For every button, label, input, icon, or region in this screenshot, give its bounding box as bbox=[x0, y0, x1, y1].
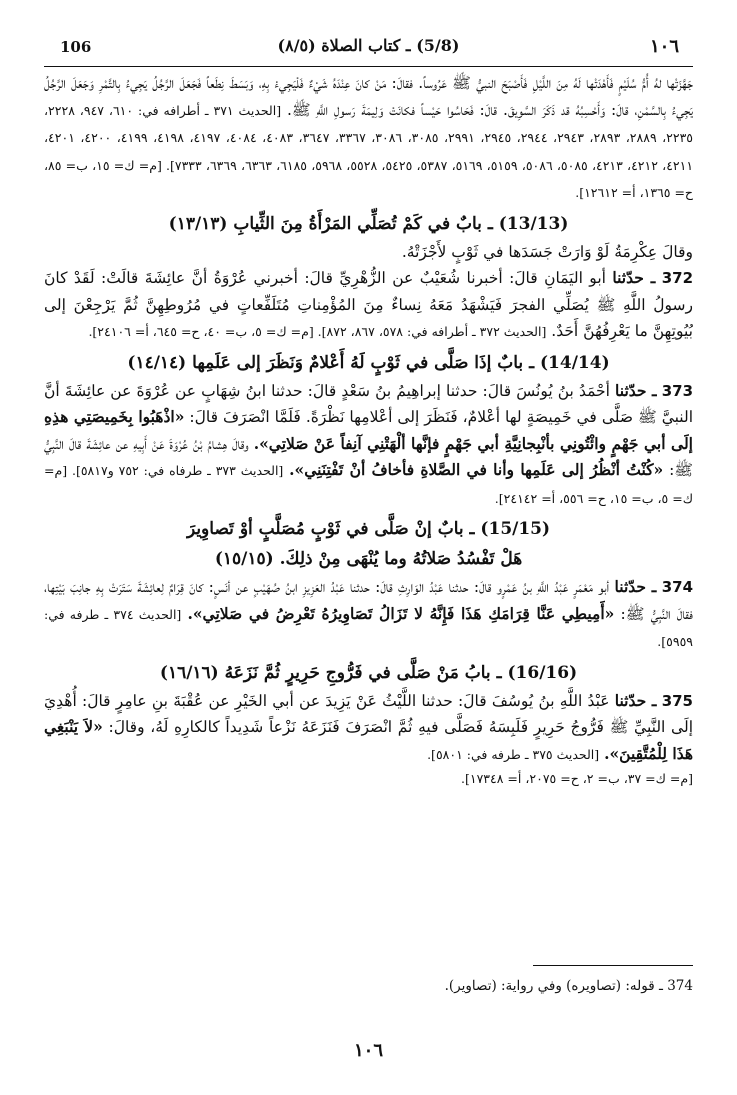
hadith-text-2: وقالَ هِشامُ بْنُ عُرْوَةَ عَنْ أَبِيهِ عن عائِشَةَ قالَ النَّبِيُّ ﷺ: bbox=[44, 434, 693, 479]
hadith-text: أحْمَدُ بنُ يُونُسَ قالَ: حدثنا إبراهِيمُ بنُ سَعْدٍ قالَ: حدثنا ابنُ شِهَابٍ عن عُرْوَةَ عن عائِشَةَ أنَّ النبيَّ ﷺ صَلَّى في خَمِيصَةٍ لها أعْلامٌ، فَنَظَرَ إلى أعْلامِها نَظْرَةً. فَلَمَّا انْصَرَفَ قالَ: bbox=[44, 381, 693, 426]
hadith-373 bbox=[44, 378, 693, 513]
hadith-374 bbox=[44, 574, 693, 656]
hadith-number: 373 bbox=[661, 381, 693, 400]
chapter-heading-15-line2: هَلْ تَفْسُدُ صَلاتُهُ وما يُنْهَى مِنْ ذلِكَ. (١٥/١٥) bbox=[214, 549, 523, 569]
chapter-heading-16: (16/16) ـ بابُ مَنْ صَلَّى في فَرُّوجِ حَرِيرٍ ثُمَّ نَزَعَهُ (١٦/١٦) bbox=[159, 662, 578, 683]
hadith-opening: ـ حدّثنا bbox=[614, 690, 657, 710]
paragraph-ikrimah: وقالَ عِكْرِمَةُ لَوْ وَارَتْ جَسَدَها في ثَوْبٍ لأَجْزَتْهُ. bbox=[401, 242, 693, 261]
reference-note: [الحديث ٣٧٢ ـ أطرافه في: ٥٧٨، ٨٦٧، ٨٧٢]. [م= ك= ٥، ب= ٤٠، ح= ٦٤٥، أ= ٢٤١٠٦]. bbox=[88, 324, 547, 339]
page-header bbox=[44, 28, 693, 64]
reference-note: [الحديث ٣٧٥ ـ طرفه في: ٥٨٠١]. bbox=[427, 746, 600, 762]
hadith-number: 372 bbox=[661, 269, 693, 287]
footnote: 374 ـ قوله: (تصاويره) وفي رواية: (تصاوير). bbox=[444, 978, 693, 994]
hadith-number: 375 bbox=[661, 691, 693, 710]
reference-note: [الحديث ٣٧٤ ـ طرفه في: ٥٩٥٩]. bbox=[44, 606, 693, 649]
hadith-text: أبو مَعْمَرٍ عَبْدُ اللَّهِ بنُ عَمْرٍو قالَ: حدثنا عَبْدُ الوَارِثِ قالَ: حدثنا عَبْدُ العَزِيزِ ابنُ صُهَيْبٍ عن أنَسٍ: كانَ قِرَامٌ لِعائِشَةَ سَتَرَتْ بِهِ جانِبَ بَيْتِها، فقالَ النَّبِيُّ ﷺ: bbox=[44, 578, 693, 623]
chapter-heading-15 bbox=[44, 514, 693, 574]
hadith-opening: ـ حدّثنا bbox=[615, 380, 657, 400]
page-number-arabic: ١٠٦ bbox=[649, 36, 679, 57]
hadith-opening: ـ حدّثنا bbox=[612, 268, 656, 287]
paragraph-text: جَهَّزَتْها لهُ أُمُّ سُلَيْمٍ فَأَهْدَتْها لَهُ مِنَ اللَّيْلِ فَأَصْبَحَ النبيُّ ﷺ عَرُوساً. فقالَ: مَنْ كانَ عِنْدَهُ شَيْءٌ فَلْيَجِيءْ بِهِ، وَبَسَطَ نِطَعاً فَجَعَلَ الرَّجُلُ يَجِيءُ بِالتَّمْرِ وَجَعَلَ الرَّجُلُ يَجِيءُ بِالسَّمْنِ، قالَ: وَأَحْسِبُهُ قد ذَكَرَ السَّوِيقَ. قالَ: فَحَاسُوا حَيْساً فكانَتْ وَلِيمَةَ رَسولِ اللَّهِ ﷺ. bbox=[44, 74, 693, 119]
reference-note: [الحديث ٣٧١ ـ أطرافه في: ٦١٠، ٩٤٧، ٢٢٢٨، ٢٢٣٥، ٢٨٨٩، ٢٨٩٣، ٢٩٤٣، ٢٩٤٤، ٢٩٤٥، ٢٩٩١، ٣٠٨٥، ٣٠٨٦، ٣٣٦٧، ٣٦٤٧، ٤٠٨٣، ٤٠٨٤، ٤١٩٧، ٤١٩٨، ٤١٩٩، ٤٢٠٠، ٤٢٠١، ٤٢١١، ٤٢١٢، ٤٢١٣، ٥٠٨٥، ٥٠٨٦، ٥١٥٩، ٥١٦٩، ٥٣٨٧، ٥٤٢٥، ٥٥٢٨، ٥٩٦٨، ٦١٨٥، ٦٣٦٣، ٦٣٦٩، ٧٣٣٣]. [م= ك= ١٥، ب= ٨٥، ح= ١٣٦٥، أ= ١٢٦١٢]. bbox=[44, 102, 693, 200]
prophetic-quote: «لاَ يَنْبَغِي هَذَا لِلْمُتَّقِينَ». bbox=[44, 717, 693, 763]
hadith-375 bbox=[44, 688, 693, 769]
chapter-heading-14: (14/14) ـ بابٌ إذَا صَلَّى في ثَوْبٍ لَهُ أَعْلامٌ وَنَظَرَ إلى عَلَمِها (١٤/١٤) bbox=[127, 352, 610, 373]
prophetic-quote: «أَمِيطِي عَنَّا قِرَامَكِ هَذَا فَإِنَّهُ لا تَزَالُ تَصَاوِيرُهُ تَعْرِضُ في صَلاتِي». bbox=[187, 603, 615, 623]
footnote-divider bbox=[533, 965, 693, 966]
chapter-heading-15-line1: (15/15) ـ بابٌ إنْ صَلَّى في ثَوْبٍ مُصَلَّبٍ أوْ تَصاوِيرَ bbox=[186, 519, 551, 539]
chapter-heading-13: (13/13) ـ بابٌ في كَمْ تُصَلِّي المَرْأَةُ مِنَ الثِّيابِ (١٣/١٣) bbox=[168, 213, 569, 234]
main-text bbox=[44, 70, 693, 940]
header-divider bbox=[44, 66, 693, 67]
paragraph-continuation bbox=[44, 70, 693, 207]
page-number-latin: 106 bbox=[60, 38, 92, 56]
hadith-text: أبو اليَمَانِ قالَ: أخبرنا شُعَيْبٌ عن الزُّهْرِيِّ قالَ: أخبرني عُرْوَةُ أنَّ عائِشَةَ قالَتْ: لَقَدْ كانَ رسولُ اللَّهِ ﷺ يُصَلِّي الفجرَ فَيَشْهَدُ مَعَهُ نِساءٌ مِنَ المُؤْمِناتِ مُتَلَفِّعاتٍ في مُرُوطِهِنَّ ثُمَّ يَرْجِعْنَ إلى بُيُوتِهِنَّ ما يَعْرِفُهُنَّ أَحَدٌ. bbox=[44, 269, 693, 340]
hadith-number: 374 bbox=[661, 578, 693, 596]
reference-note: [الحديث ٣٧٣ ـ طرفاه في: ٧٥٢ و٥٨١٧]. [م= ك= ٥، ب= ١٥، ح= ٥٥٦، أ= ٢٤١٤٢]. bbox=[44, 463, 693, 506]
hadith-text: عَبْدُ اللَّهِ بنُ يُوسُفَ قالَ: حدثنا اللَّيْثُ عَنْ يَزِيدَ عن أبي الخَيْرِ عن عُقْبَةَ بنِ عامِرٍ قالَ: أُهْدِيَ إلَى النَّبِيِّ ﷺ فَرُّوجُ حَرِيرٍ فَلَبِسَهُ فَصَلَّى فيهِ ثُمَّ انْصَرَفَ فَنَزَعَهُ نَزْعاً شَدِيداً كالكارِهِ لَهُ، وقالَ: bbox=[44, 691, 693, 736]
prophetic-quote: «اذْهَبُوا بِخَمِيصَتِي هذِهِ إلَى أبي جَهْمٍ وائْتُونِي بأنْبِجانِيَّةِ أبي جَهْمٍ فإنَّها ألْهَتْنِي آنِفاً عَنْ صَلاتِي». bbox=[44, 407, 693, 453]
reference-note-375: [م= ك= ٣٧، ب= ٢، ح= ٢٠٧٥، أ= ١٧٣٤٨]. bbox=[461, 771, 693, 786]
hadith-372 bbox=[44, 265, 693, 346]
prophetic-quote-2: «كُنْتُ أنْظُرُ إلى عَلَمِها وأنا في الصَّلاةِ فأخافُ أنْ تَفْتِنَنِي». bbox=[289, 460, 664, 479]
running-title: (5/8) ـ كتاب الصلاة (٨/٥) bbox=[277, 36, 460, 55]
hadith-opening: ـ حدّثنا bbox=[614, 577, 657, 596]
footer-page-number: ١٠٦ bbox=[353, 1040, 383, 1061]
